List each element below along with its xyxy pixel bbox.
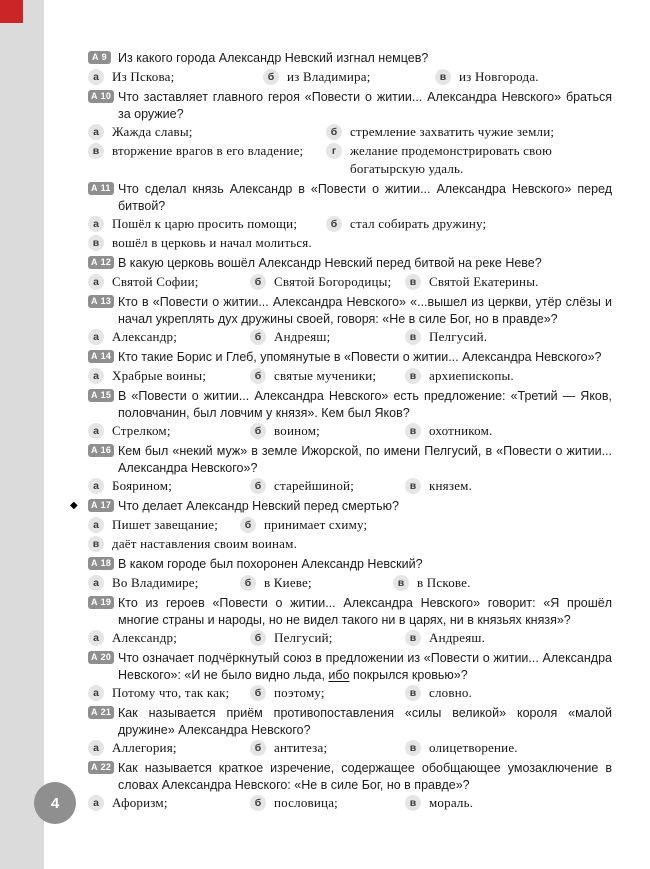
answer-option [250,739,405,757]
answer-text: антитеза; [274,740,328,755]
question-block [70,498,612,553]
question-block [88,443,612,495]
question-block [88,181,612,252]
answer-text: Аллегория; [112,740,177,755]
red-corner-marker [0,0,23,23]
answers-row [88,328,612,346]
answer-letter-badge: в [88,536,104,552]
answer-option [405,684,612,702]
answer-letter-badge: а [88,740,104,756]
answer-option [326,123,612,141]
answer-option [88,142,326,178]
answer-option [88,123,326,141]
question-text [118,556,612,573]
question-head [88,181,612,214]
answer-option [88,739,250,757]
answer-text: святые мученики; [274,368,377,383]
answer-option [88,516,240,534]
answer-option [88,684,250,702]
question-text-segment: Как называется приём противопоставления «силы великой» короля «малой дружине» Александра Невского? [118,706,612,737]
question-number-badge: А 20 [88,651,114,664]
answers-row [88,739,612,757]
answer-option [250,794,405,812]
answer-letter-badge: б [326,216,342,232]
question-text-segment: Кто такие Борис и Глеб, упомянутые в «Повести о житии... Александра Невского»? [118,350,602,364]
answer-text: Пишет завещание; [112,517,219,532]
answer-letter-badge: а [88,368,104,384]
answer-letter-badge: а [88,630,104,646]
question-number-badge: А 22 [88,761,114,774]
answers-row [88,477,612,495]
answer-option [405,367,612,385]
question-text-segment: Кто в «Повести о житии... Александра Невского» «...вышел из церкви, утёр слёзы и начал укреплять дух дружины своей, говоря: «Не в силе Бог, но в правде»? [118,295,612,326]
answer-letter-badge: в [405,423,421,439]
answer-option [88,794,250,812]
answer-text: Афоризм; [112,795,168,810]
answer-option [88,68,263,86]
answer-text: Андреяш. [429,630,486,645]
question-number-badge: А 19 [88,596,114,609]
answer-text: Потому что, так как; [112,685,230,700]
answer-letter-badge: а [88,124,104,140]
question-text-segment: покрылся кровью»? [349,667,468,682]
answer-text: принимает схиму; [264,517,368,532]
answer-text: пословица; [274,795,338,810]
answers-row [88,215,612,233]
answers-row [88,123,612,141]
answer-letter-badge: б [250,740,266,756]
question-head [88,650,612,683]
question-number-badge: А 11 [88,182,114,195]
answers-row [88,574,612,592]
answer-letter-badge: в [405,368,421,384]
answer-letter-badge: б [250,685,266,701]
answer-letter-badge: а [88,575,104,591]
answer-text: вторжение врагов в его владение; [112,143,304,158]
answer-letter-badge: в [405,795,421,811]
answer-letter-badge: в [405,630,421,646]
diamond-marker-icon: ◆ [70,500,78,511]
answer-letter-badge: в [405,685,421,701]
question-text-segment: Что заставляет главного героя «Повести о житии... Александра Невского» браться за оружие? [118,90,612,121]
question-text-segment: В «Повести о житии... Александра Невского» есть предложение: «Третий — Яков, половчанин, был ловчим у князя». Кем был Яков? [118,389,612,420]
answer-text: даёт наставления своим воинам. [112,536,298,551]
question-head [88,705,612,738]
answers-row [88,516,612,534]
answer-letter-badge: а [88,329,104,345]
answer-option [240,574,393,592]
answer-text: поэтому; [274,685,325,700]
answer-letter-badge: в [405,274,421,290]
answer-letter-badge: б [263,69,279,85]
answers-row [88,422,612,440]
answer-letter-badge: б [250,423,266,439]
question-block [88,760,612,812]
question-head [88,595,612,628]
question-head [88,294,612,327]
answer-text: в Пскове. [417,575,471,590]
question-text-segment: В какую церковь вошёл Александр Невский перед битвой на реке Неве? [118,256,542,270]
answer-letter-badge: в [88,235,104,251]
answer-option [326,215,612,233]
answers-row [88,273,612,291]
answer-letter-badge: а [88,216,104,232]
answer-text: из Владимира; [287,69,371,84]
question-text [118,349,612,366]
question-text-underlined: ибо [328,667,350,682]
question-text-segment: Кем был «некий муж» в земле Ижорской, по имени Пелгусий, в «Повести о житии... Александра Невского»? [118,444,612,475]
answer-option [88,215,326,233]
answer-letter-badge: а [88,69,104,85]
answer-text: Из Пскова; [112,69,175,84]
answer-text: олицетворение. [429,740,518,755]
answer-letter-badge: б [240,517,256,533]
answer-option [263,68,435,86]
question-block [88,294,612,346]
question-head [88,349,612,366]
answer-option [405,273,612,291]
answer-text: из Новгорода. [459,69,539,84]
question-block [88,255,612,291]
question-text-segment: Что означает подчёркнутый союз в предложении из «Повести о житии... Александра Невского»: «И не было видно льда, [118,651,612,682]
question-block [88,705,612,757]
answer-option [326,142,612,178]
answer-letter-badge: г [326,143,342,159]
answer-letter-badge: а [88,478,104,494]
answer-option [405,794,612,812]
answer-text: Стрелком; [112,423,171,438]
question-number-badge: А 9 [88,51,111,64]
question-text [118,705,612,738]
answer-letter-badge: а [88,685,104,701]
question-head [88,89,612,122]
question-head [88,255,612,272]
page-number-badge [34,782,76,824]
answer-option [250,273,405,291]
question-head [88,50,612,67]
answer-letter-badge: б [250,329,266,345]
answers-row [88,535,612,553]
answer-text: воином; [274,423,320,438]
answer-letter-badge: б [250,274,266,290]
answer-text: архиепископы. [429,368,514,383]
question-text [118,181,612,214]
question-number-badge: А 14 [88,350,114,363]
question-text [118,50,612,67]
answer-letter-badge: в [393,575,409,591]
question-text [118,294,612,327]
question-text [118,650,612,683]
answer-letter-badge: в [405,740,421,756]
answers-row [88,68,612,86]
answer-letter-badge: в [405,478,421,494]
answer-letter-badge: в [435,69,451,85]
answer-option [88,234,612,252]
answer-option [250,367,405,385]
question-head [88,388,612,421]
answer-option [88,535,612,553]
question-block [88,89,612,178]
answer-text: Святой Екатерины. [429,274,539,289]
answer-option [250,629,405,647]
answer-text: в Киеве; [264,575,312,590]
answer-letter-badge: б [250,795,266,811]
question-text-segment: Что делает Александр Невский перед смертью? [118,499,399,513]
answer-option [250,684,405,702]
question-number-badge: А 16 [88,444,114,457]
answer-text: Александр; [112,630,178,645]
question-text [118,595,612,628]
answer-text: стал собирать дружину; [350,216,487,231]
question-number-badge: А 10 [88,90,114,103]
question-text [118,89,612,122]
answer-text: Александр; [112,329,178,344]
answer-text: словно. [429,685,473,700]
answer-option [88,629,250,647]
question-head [88,443,612,476]
answer-option [405,477,612,495]
question-text-segment: Из какого города Александр Невский изгнал немцев? [118,51,429,65]
answer-letter-badge: в [405,329,421,345]
answer-text: старейшиной; [274,478,355,493]
question-head [88,556,612,573]
answer-option [250,422,405,440]
answers-row [88,794,612,812]
answer-option [88,422,250,440]
question-block [88,388,612,440]
answer-option [435,68,612,86]
answer-letter-badge: б [250,630,266,646]
answer-letter-badge: а [88,423,104,439]
question-text-segment: В каком городе был похоронен Александр Невский? [118,557,423,571]
answer-text: мораль. [429,795,474,810]
answer-text: Святой Софии; [112,274,199,289]
answer-option [88,367,250,385]
answer-text: Андреяш; [274,329,331,344]
answer-option [240,516,612,534]
answers-row [88,629,612,647]
answer-text: стремление захватить чужие земли; [350,124,555,139]
answer-text: Жажда славы; [112,124,193,139]
answer-option [88,273,250,291]
answer-option [405,629,612,647]
answer-text: вошёл в церковь и начал молиться. [112,235,312,250]
answer-letter-badge: б [250,478,266,494]
answer-text: желание продемонстрировать свою богатырскую удаль. [350,143,552,176]
answer-option [405,739,612,757]
question-number-badge: А 17 [88,499,114,512]
answers-row [88,684,612,702]
question-head [70,498,612,515]
answer-letter-badge: а [88,795,104,811]
questions [70,50,612,815]
question-number-badge: А 21 [88,706,114,719]
answer-option [88,574,240,592]
question-number-badge: А 12 [88,256,114,269]
question-text [118,498,612,515]
question-block [88,50,612,86]
question-text [118,255,612,272]
answer-option [393,574,612,592]
question-text-segment: Что сделал князь Александр в «Повести о житии... Александра Невского» перед битвой? [118,182,612,213]
answer-option [250,328,405,346]
answer-option [88,328,250,346]
question-text [118,760,612,793]
question-number-badge: А 15 [88,389,114,402]
answer-text: Пелгусий. [429,329,488,344]
answer-text: Боярином; [112,478,173,493]
answer-text: Храбрые воины; [112,368,207,383]
question-head [88,760,612,793]
question-text-segment: Кто из героев «Повести о житии... Александра Невского» говорит: «Я прошёл многие страны и народы, но не видел такого ни в царях, ни в князьях князя»? [118,596,612,627]
answer-text: охотником. [429,423,493,438]
answer-option [405,328,612,346]
question-number-badge: А 18 [88,557,114,570]
question-text-segment: Как называется краткое изречение, содержащее обобщающее умозаключение в словах Александра Невского: «Не в силе Бог, но в правде»? [118,761,612,792]
answer-text: Пелгусий; [274,630,333,645]
answer-option [250,477,405,495]
answer-letter-badge: б [250,368,266,384]
question-block [88,650,612,702]
answer-letter-badge: б [240,575,256,591]
answer-text: Святой Богородицы; [274,274,392,289]
answer-letter-badge: б [326,124,342,140]
answers-row [88,234,612,252]
question-block [88,595,612,647]
question-number-badge: А 13 [88,295,114,308]
answer-letter-badge: в [88,143,104,159]
question-block [88,349,612,385]
question-text [118,388,612,421]
answer-text: князем. [429,478,473,493]
page-margin-strip [0,0,44,869]
answer-text: Пошёл к царю просить помощи; [112,216,298,231]
answer-text: Во Владимире; [112,575,199,590]
answer-letter-badge: а [88,517,104,533]
answers-row [88,367,612,385]
answer-option [405,422,612,440]
question-text [118,443,612,476]
answer-option [88,477,250,495]
answer-letter-badge: а [88,274,104,290]
question-block [88,556,612,592]
page-number: 4 [50,794,60,812]
answers-row [88,142,612,178]
